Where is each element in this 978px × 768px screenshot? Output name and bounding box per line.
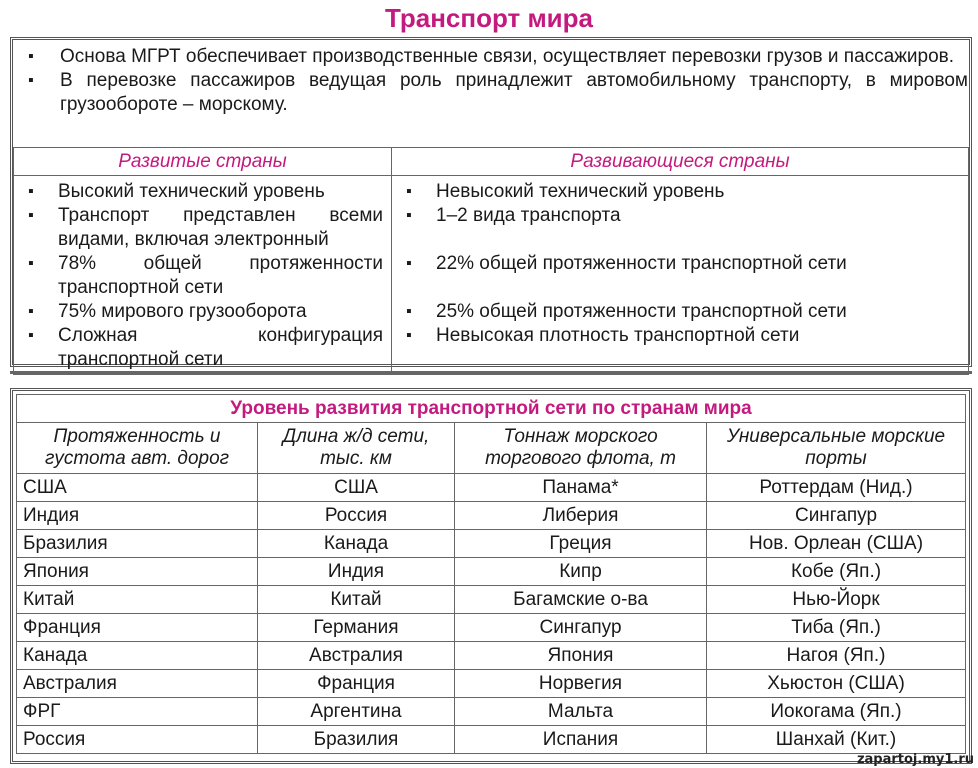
intro-list: [22, 45, 968, 117]
table-cell: Япония: [455, 642, 707, 670]
table-row: [17, 474, 966, 502]
table-cell: Багамские о-ва: [455, 586, 707, 614]
table-cell: Греция: [455, 530, 707, 558]
intro-item: ▪ Основа МГРТ обеспечивает производственные связи, осуществляет перевозки грузов и пассажиров.: [22, 45, 968, 69]
table-row: [17, 670, 966, 698]
table-cell: Аргентина: [258, 698, 455, 726]
developing-item: ▪ 22% общей протяженности транспортной сети: [400, 252, 960, 276]
developed-item: ▪ 78% общей протяженности транспортной сети: [22, 252, 383, 300]
column-header: Тоннаж морского торгового флота, т: [455, 423, 707, 474]
page-title: Транспорт мира: [384, 3, 594, 33]
developed-header: Развитые страны: [14, 148, 392, 176]
table-cell: Кобе (Яп.): [707, 558, 966, 586]
table-cell: Австралия: [17, 670, 258, 698]
table-cell: Франция: [258, 670, 455, 698]
developed-item: ▪ Транспорт представлен всеми видами, включая электронный: [22, 204, 383, 252]
table-cell: Испания: [455, 726, 707, 754]
table-cell: Норвегия: [455, 670, 707, 698]
table-cell: Индия: [17, 502, 258, 530]
developing-item: ▪ Невысокая плотность транспортной сети: [400, 324, 960, 348]
table-cell: ФРГ: [17, 698, 258, 726]
table-cell: Бразилия: [17, 530, 258, 558]
ranking-table: [16, 394, 966, 754]
column-header: Протяженность и густота авт. дорог: [17, 423, 258, 474]
developing-item: ▪ 25% общей протяженности транспортной сети: [400, 300, 960, 324]
table-cell: Сингапур: [455, 614, 707, 642]
table-row: [17, 642, 966, 670]
column-header: Длина ж/д сети, тыс. км: [258, 423, 455, 474]
table-row: [17, 502, 966, 530]
table-cell: Япония: [17, 558, 258, 586]
table-cell: Хьюстон (США): [707, 670, 966, 698]
table-cell: Сингапур: [707, 502, 966, 530]
ranking-rows: [17, 474, 966, 754]
table-cell: Китай: [258, 586, 455, 614]
table-cell: Мальта: [455, 698, 707, 726]
table-cell: Либерия: [455, 502, 707, 530]
table-cell: Иокогама (Яп.): [707, 698, 966, 726]
table-cell: Франция: [17, 614, 258, 642]
developing-item: ▪ 1–2 вида транспорта: [400, 204, 960, 228]
table-row: [17, 698, 966, 726]
table-cell: Нов. Орлеан (США): [707, 530, 966, 558]
table-cell: Бразилия: [258, 726, 455, 754]
table-row: [17, 530, 966, 558]
table-row: [17, 558, 966, 586]
table-cell: США: [17, 474, 258, 502]
table-cell: Тиба (Яп.): [707, 614, 966, 642]
table-cell: Россия: [258, 502, 455, 530]
table-cell: Германия: [258, 614, 455, 642]
developed-item: ▪ Сложная конфигурация транспортной сети: [22, 324, 383, 372]
table-cell: Китай: [17, 586, 258, 614]
table-cell: Канада: [258, 530, 455, 558]
table-cell: Кипр: [455, 558, 707, 586]
developing-item: ▪ Невысокий технический уровень: [400, 180, 960, 204]
table-cell: Шанхай (Кит.): [707, 726, 966, 754]
table-cell: Индия: [258, 558, 455, 586]
divider: [10, 371, 972, 374]
developed-item: ▪ Высокий технический уровень: [22, 180, 383, 204]
developing-column: [392, 176, 969, 375]
intro-item: ▪ В перевозке пассажиров ведущая роль принадлежит автомобильному транспорту, в мировом грузообороте – морскому.: [22, 69, 968, 117]
ranking-caption: Уровень развития транспортной сети по странам мира: [17, 395, 966, 423]
table-cell: Нью-Йорк: [707, 586, 966, 614]
table-row: [17, 614, 966, 642]
developed-item: ▪ 75% мирового грузооборота: [22, 300, 383, 324]
table-row: [17, 726, 966, 754]
table-row: [17, 586, 966, 614]
table-cell: Канада: [17, 642, 258, 670]
table-cell: Россия: [17, 726, 258, 754]
ranking-block: [10, 388, 972, 764]
table-cell: США: [258, 474, 455, 502]
comparison-table: [13, 147, 969, 375]
table-cell: Австралия: [258, 642, 455, 670]
column-header: Универсальные морские порты: [707, 423, 966, 474]
overview-block: [10, 37, 972, 370]
table-cell: Панама*: [455, 474, 707, 502]
table-cell: Нагоя (Яп.): [707, 642, 966, 670]
table-cell: Роттердам (Нид.): [707, 474, 966, 502]
developed-column: [14, 176, 392, 375]
watermark: zapartoj.my1.ru: [856, 752, 974, 767]
developing-header: Развивающиеся страны: [392, 148, 969, 176]
